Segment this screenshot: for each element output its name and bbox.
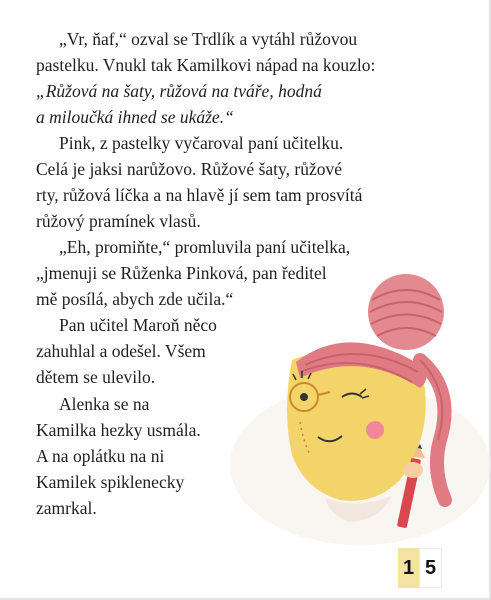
story-line-italic: a miloučká ihned se ukáže.“ (36, 107, 234, 127)
page-number-digit: 1 (398, 548, 419, 588)
story-line: pastelku. Vnukl tak Kamilkovi nápad na kouzlo: (36, 55, 376, 75)
story-line: rty, růžová líčka a na hlavě jí sem tam prosvítá (36, 185, 363, 205)
story-line: dětem se ulevilo. (36, 367, 156, 387)
story-line: zahuhlal a odešel. Všem (36, 341, 206, 361)
story-line: „Eh, promiňte,“ promluvila paní učitelka, (59, 237, 351, 257)
story-line: A na oplátku na ni (36, 446, 165, 466)
story-line: Kamilka hezky usmála. (36, 420, 201, 440)
story-line: Pan učitel Maroň něco (59, 315, 217, 335)
page-number (398, 548, 442, 588)
story-line: Pink, z pastelky vyčaroval paní učitelku. (59, 133, 344, 153)
story-line: „Vr, ňaf,“ ozval se Trdlík a vytáhl růžovou (59, 29, 358, 49)
story-line: růžový pramínek vlasů. (36, 211, 201, 231)
story-line: Alenka se na (59, 394, 150, 414)
page-number-digit: 5 (419, 548, 442, 588)
story-line: mě posílá, abych zde učila.“ (36, 289, 234, 309)
story-line: Kamilek spiklenecky (36, 472, 185, 492)
story-line: zamrkal. (36, 498, 97, 518)
story-line: „jmenuji se Růženka Pinková, pan ředitel (36, 263, 327, 283)
story-line-italic: „Růžová na šaty, růžová na tváře, hodná (36, 81, 322, 101)
story-line: Celá je jaksi narůžovo. Růžové šaty, růžové (36, 159, 342, 179)
